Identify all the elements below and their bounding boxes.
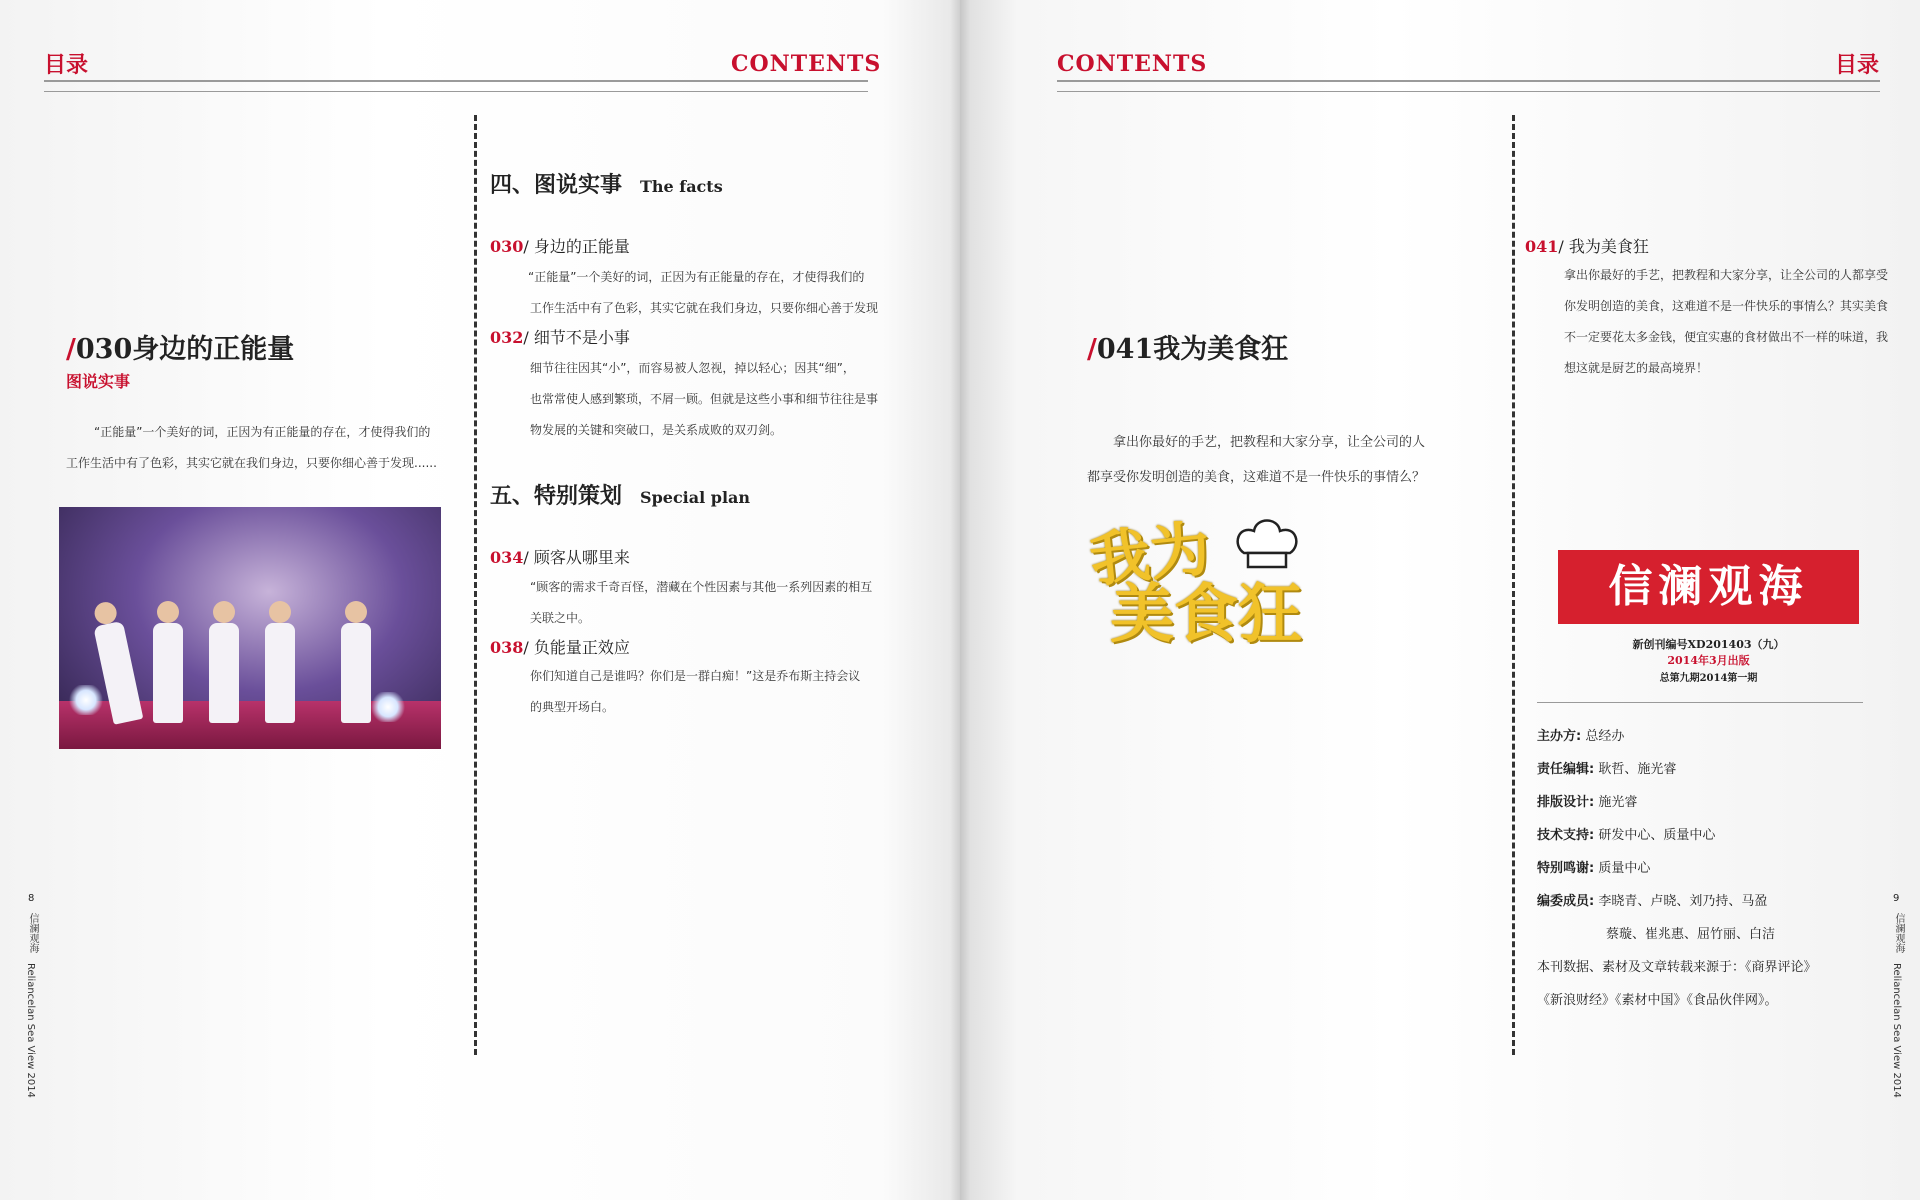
feature-title: 身边的正能量 [132,334,295,365]
header-title-en: CONTENTS [1057,51,1208,77]
food-logo [1086,513,1450,665]
pub-date: 2014年3月出版 [1667,654,1750,667]
toc-entry-title: 顾客从哪里来 [533,548,630,567]
header-rule-thin [44,91,868,92]
performer [209,601,239,723]
feature-heading [66,327,294,366]
toc-entry-041[interactable]: 041/ 我为美食狂 [1525,237,1649,256]
toc-entry-number: 030 [490,237,524,256]
right-page [960,0,1920,1200]
feature-heading [1087,327,1288,366]
toc-entry-number: 032 [490,328,524,347]
page-number: 8 [28,893,35,904]
toc-entry-desc [530,353,900,446]
toc-entry-number: 034 [490,548,524,567]
feature-text-line: 都享受你发明创造的美食，这难道不是一件快乐的事情么？ [1087,470,1426,485]
header-rule [1057,80,1880,82]
performer [153,601,183,723]
staff-row-cont: 蔡璇、崔兆惠、屈竹丽、白洁 [1606,927,1776,942]
side-title-cn: 信澜观海 [27,913,38,953]
toc-entry-030[interactable]: 030/ 身边的正能量 [490,237,630,256]
staff-row [1537,857,1650,876]
toc-entry-title: 我为美食狂 [1568,237,1649,256]
toc-desc-line: “顾客的需求千奇百怪，潜藏在个性因素与其他一系列因素的相互 [530,580,873,594]
feature-slash: / [1087,334,1097,365]
staff-value: 施光睿 [1598,795,1638,810]
logo-line-2: 美食狂 [1110,578,1302,652]
toc-desc-line: 关联之中。 [530,611,591,625]
section-five-heading [490,479,750,510]
toc-desc-line: 你发明创造的美食，这难道不是一件快乐的事情么？其实美食 [1564,299,1889,313]
side-title-cn: 信澜观海 [1893,913,1904,953]
spine-shadow [950,0,970,1200]
feature-text [66,417,446,479]
header-rule-thin [1057,91,1880,92]
toc-entry-desc [530,572,900,634]
toc-entry-title: 身边的正能量 [533,237,630,256]
feature-number: 041 [1096,334,1154,365]
staff-row [1537,758,1676,777]
side-title-en: Reliancelan Sea View 2014 [1891,963,1902,1098]
stage-photo [59,507,441,749]
column-divider [1512,115,1515,1055]
feature-number: 030 [75,334,133,365]
feature-title: 我为美食狂 [1153,334,1289,365]
toc-desc-line: 也常常使人感到繁琐，不屑一顾。但就是这些小事和细节往往是事 [530,392,879,406]
toc-entry-number: 038 [490,638,524,657]
feature-text-line: “正能量”一个美好的词，正因为有正能量的存在，才使得我们的 [94,425,431,439]
feature-text [1087,425,1487,495]
staff-value: 耿哲、施光睿 [1598,762,1677,777]
feature-text-line: 拿出你最好的手艺，把教程和大家分享，让全公司的人 [1113,435,1426,450]
section-four-en: The facts [640,177,723,196]
toc-desc-line: “正能量”一个美好的词，正因为有正能量的存在，才使得我们的 [528,270,865,284]
toc-entry-desc [530,661,900,723]
staff-row [1537,725,1624,744]
toc-entry-032[interactable]: 032/ 细节不是小事 [490,328,630,347]
section-five-en: Special plan [640,488,751,507]
performer [341,601,371,723]
staff-label: 责任编辑: [1537,762,1595,777]
feature-subtitle: 图说实事 [66,372,131,391]
logo-line-1: 我为 [1086,513,1214,597]
toc-desc-line: 想这就是厨艺的最高境界！ [1564,361,1709,375]
sources-line: 《新浪财经》《素材中国》《食品伙伴网》。 [1537,993,1778,1008]
page-number: 9 [1893,893,1900,904]
toc-desc-line: 细节往往因其“小”，而容易被人忽视，掉以轻心；因其“细”， [530,361,855,375]
toc-desc-line: 你们知道自己是谁吗？你们是一群白痴！”这是乔布斯主持会议 [530,669,861,683]
section-five-cn: 五、特别策划 [490,483,623,509]
staff-label: 编委成员: [1537,894,1595,909]
feature-slash: / [66,334,76,365]
toc-desc-line: 的典型开场白。 [530,700,615,714]
toc-desc-line: 工作生活中有了色彩，其实它就在我们身边，只要你细心善于发现 [530,301,879,315]
header-title-cn: 目录 [1835,52,1880,78]
staff-row [1537,791,1637,810]
toc-entry-desc [1564,260,1904,384]
staff-rule [1537,702,1863,703]
staff-row [1537,824,1715,843]
stage-light [369,692,407,722]
staff-label: 特别鸣谢: [1537,861,1595,876]
toc-entry-title: 负能量正效应 [533,638,630,657]
toc-entry-desc [530,262,900,324]
performer [265,601,295,723]
toc-entry-034[interactable]: 034/ 顾客从哪里来 [490,548,630,567]
staff-label: 技术支持: [1537,828,1595,843]
toc-desc-line: 不一定要花太多金钱，便宜实惠的食材做出不一样的味道，我 [1564,330,1889,344]
section-four-heading [490,168,723,199]
staff-row [1537,890,1767,909]
section-four-cn: 四、图说实事 [490,172,623,198]
toc-entry-number: 041 [1525,237,1559,256]
chef-hat-icon [1232,515,1302,575]
staff-value: 质量中心 [1598,861,1651,876]
header-title-en: CONTENTS [731,51,882,77]
staff-value: 研发中心、质量中心 [1598,828,1716,843]
feature-text-line: 工作生活中有了色彩，其实它就在我们身边，只要你细心善于发现...... [66,456,437,470]
stage-light [67,685,105,715]
header-rule [44,80,868,82]
column-divider [474,115,477,1055]
sources-line: 本刊数据、素材及文章转载来源于：《商界评论》 [1537,960,1817,975]
magazine-banner: 信澜观海 [1558,550,1859,624]
staff-label: 主办方: [1537,729,1582,744]
toc-entry-title: 细节不是小事 [533,328,630,347]
header-title-cn: 目录 [44,52,89,78]
staff-value: 李晓青、卢晓、刘乃持、马盈 [1598,894,1768,909]
staff-label: 排版设计: [1537,795,1595,810]
pub-number: 新创刊编号XD201403（九） [1632,638,1785,651]
toc-desc-line: 物发展的关键和突破口，是关系成败的双刃剑。 [530,423,783,437]
pub-issue: 总第九期2014第一期 [1659,673,1758,684]
staff-value: 总经办 [1585,729,1625,744]
toc-desc-line: 拿出你最好的手艺，把教程和大家分享，让全公司的人都享受 [1564,268,1889,282]
side-title-en: Reliancelan Sea View 2014 [25,963,36,1098]
toc-entry-038[interactable]: 038/ 负能量正效应 [490,638,630,657]
